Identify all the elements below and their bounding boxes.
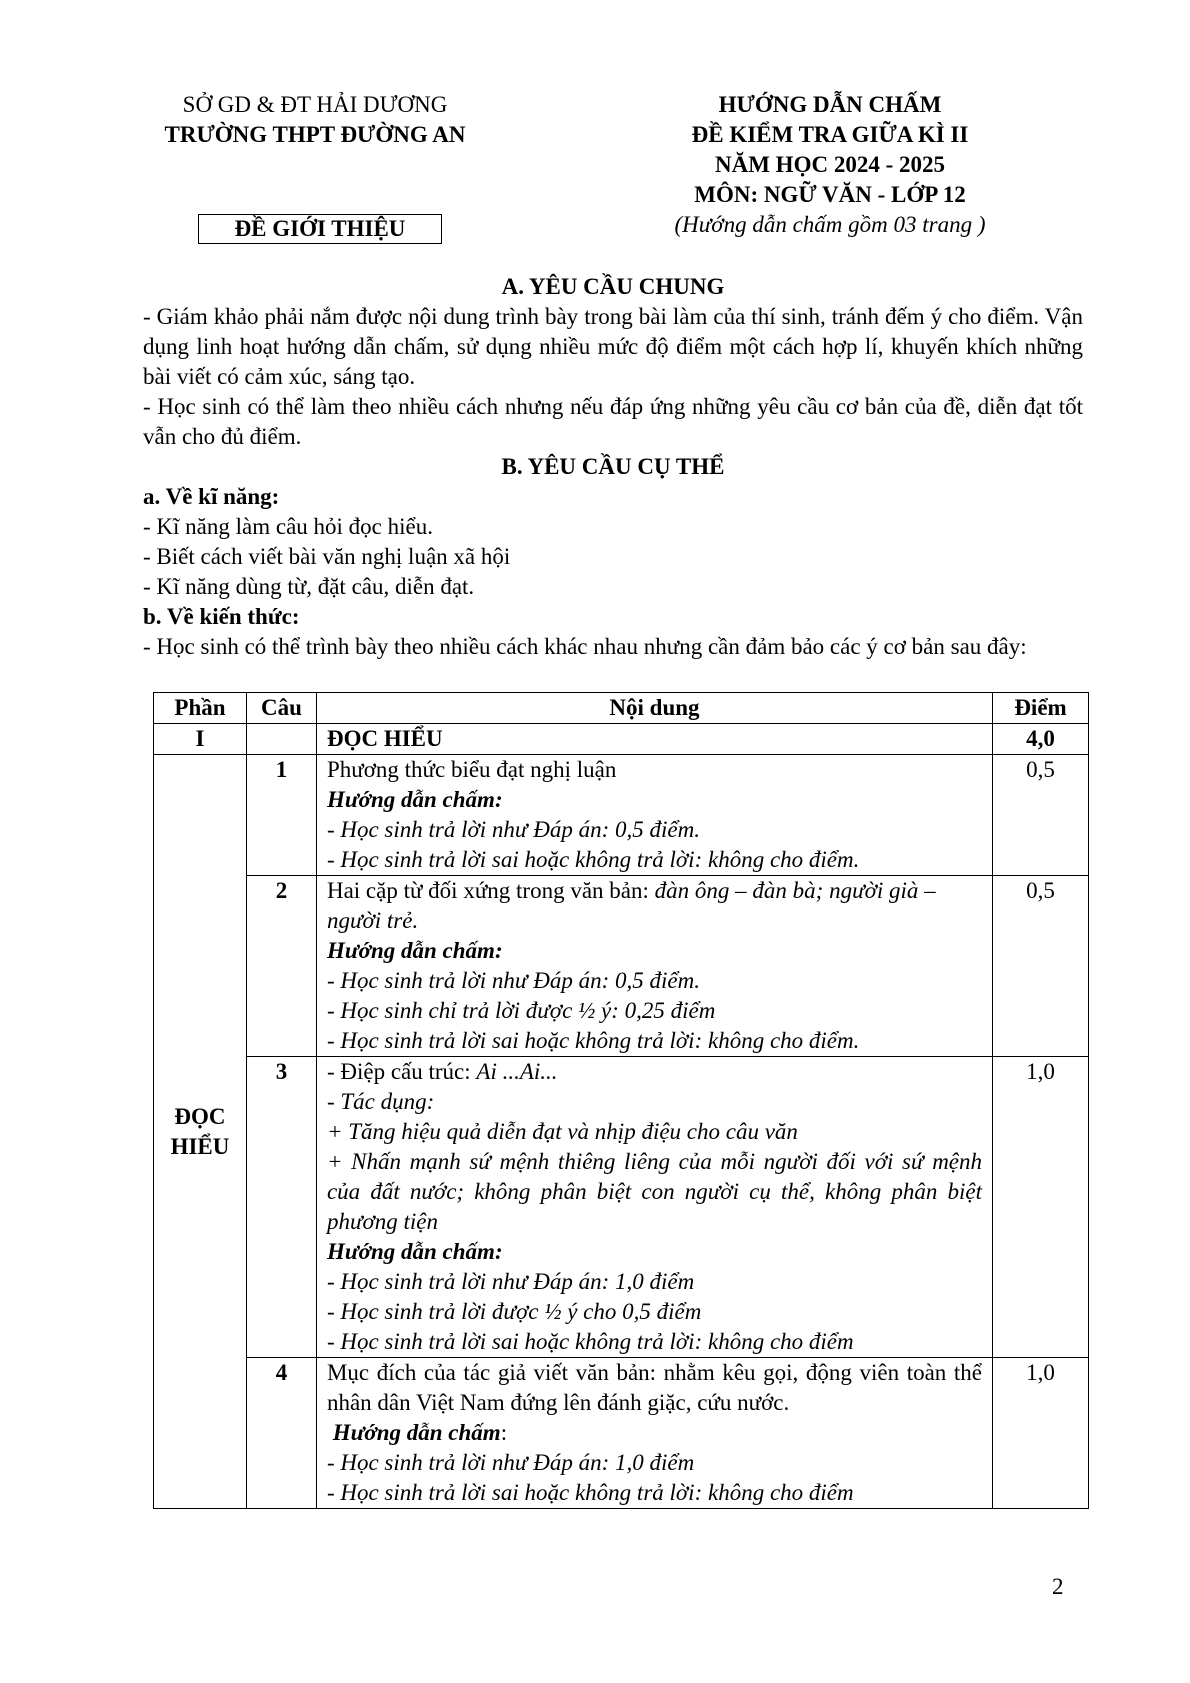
question-content — [316, 1358, 992, 1509]
guide-line: - Học sinh trả lời sai hoặc không trả lời: không cho điểm. — [326, 847, 860, 872]
school-name: TRƯỜNG THPT ĐƯỜNG AN — [164, 122, 466, 147]
effect-line: + Tăng hiệu quả diễn đạt và nhịp điệu cho câu văn — [326, 1119, 798, 1144]
question-content — [316, 1057, 992, 1358]
guide-line: - Học sinh trả lời như Đáp án: 0,5 điểm. — [326, 817, 700, 842]
exam-name: ĐỀ KIỂM TRA GIỮA KÌ II — [691, 122, 969, 147]
guide-line: - Học sinh chỉ trả lời được ½ ý: 0,25 điểm — [326, 998, 716, 1023]
knowledge-title: b. Về kiến thức: — [143, 604, 300, 629]
section-a-paragraph-2: - Học sinh có thể làm theo nhiều cách nhưng nếu đáp ứng những yêu cầu cơ bản của đề, diễn đạt tốt vẫn cho đủ điểm. — [143, 394, 1083, 449]
guide-line: - Học sinh trả lời như Đáp án: 1,0 điểm — [326, 1269, 695, 1294]
page-number: 2 — [1052, 1574, 1064, 1599]
body-text — [143, 272, 1083, 662]
col-header-score: Điểm — [993, 693, 1089, 724]
guide-line: - Học sinh trả lời sai hoặc không trả lời: không cho điểm — [326, 1329, 854, 1354]
part-label: ĐỌC HIỂU — [154, 755, 247, 1509]
table-row — [154, 1057, 1089, 1358]
question-score: 0,5 — [993, 755, 1089, 876]
page-count-note: (Hướng dẫn chấm gồm 03 trang ) — [674, 212, 986, 237]
school-year: NĂM HỌC 2024 - 2025 — [715, 152, 945, 177]
col-header-part: Phần — [154, 693, 247, 724]
effect-line: + Nhấn mạnh sứ mệnh thiêng liêng của mỗi người đối với sứ mệnh của đất nước; không phân biệt con người cụ thể, không phân biệt phương tiện — [326, 1149, 983, 1234]
part-title: ĐỌC HIỂU — [316, 724, 992, 755]
guide-label: Hướng dẫn chấm: — [326, 787, 503, 812]
guide-line: - Học sinh trả lời sai hoặc không trả lời: không cho điểm. — [326, 1028, 860, 1053]
guide-line: - Học sinh trả lời sai hoặc không trả lời: không cho điểm — [326, 1480, 854, 1505]
col-header-content: Nội dung — [316, 693, 992, 724]
answer-text: Hai cặp từ đối xứng trong văn bản: đàn ông – đàn bà; người già – người trẻ. — [326, 878, 936, 933]
skill-item: - Kĩ năng dùng từ, đặt câu, diễn đạt. — [143, 574, 475, 599]
guide-line: - Học sinh trả lời như Đáp án: 0,5 điểm. — [326, 968, 700, 993]
question-content — [316, 876, 992, 1057]
col-header-question: Câu — [246, 693, 316, 724]
skill-item: - Biết cách viết bài văn nghị luận xã hội — [143, 544, 511, 569]
question-score: 0,5 — [993, 876, 1089, 1057]
guide-label: Hướng dẫn chấm: — [326, 938, 503, 963]
question-score: 1,0 — [993, 1057, 1089, 1358]
exam-type-box: ĐỀ GIỚI THIỆU — [198, 214, 442, 244]
header-right — [600, 90, 1060, 240]
section-a-paragraph-1: - Giám khảo phải nắm được nội dung trình bày trong bài làm của thí sinh, tránh đếm ý cho điểm. Vận dụng linh hoạt hướng dẫn chấm, sử dụng nhiều mức độ điểm một cách hợp lí, khuyến khích những bài viết có cảm xúc, sáng tạo. — [143, 304, 1083, 389]
subject: MÔN: NGỮ VĂN - LỚP 12 — [694, 182, 966, 207]
skill-item: - Kĩ năng làm câu hỏi đọc hiểu. — [143, 514, 433, 539]
table-row — [154, 876, 1089, 1057]
table-row — [154, 1358, 1089, 1509]
question-number: 4 — [246, 1358, 316, 1509]
question-content — [316, 755, 992, 876]
grading-table — [153, 692, 1089, 1509]
table-row — [154, 755, 1089, 876]
question-number: 2 — [246, 876, 316, 1057]
empty-cell — [246, 724, 316, 755]
guide-line: - Học sinh trả lời được ½ ý cho 0,5 điểm — [326, 1299, 702, 1324]
guide-line: - Học sinh trả lời như Đáp án: 1,0 điểm — [326, 1450, 695, 1475]
section-a-title: A. YÊU CẦU CHUNG — [501, 274, 725, 299]
part-number: I — [154, 724, 247, 755]
part-score: 4,0 — [993, 724, 1089, 755]
guide-label: Hướng dẫn chấm: — [326, 1239, 503, 1264]
question-number: 1 — [246, 755, 316, 876]
answer-text: Mục đích của tác giả viết văn bản: nhằm kêu gọi, động viên toàn thể nhân dân Việt Nam đứng lên đánh giặc, cứu nước. — [326, 1360, 983, 1415]
department-name: SỞ GD & ĐT HẢI DƯƠNG — [182, 92, 448, 117]
section-b-title: B. YÊU CẦU CỤ THỂ — [501, 454, 725, 479]
effect-line: - Tác dụng: — [326, 1089, 435, 1114]
header-left — [150, 90, 480, 150]
knowledge-text: - Học sinh có thể trình bày theo nhiều cách khác nhau nhưng cần đảm bảo các ý cơ bản sau đây: — [143, 634, 1027, 659]
question-score: 1,0 — [993, 1358, 1089, 1509]
answer-text: Phương thức biểu đạt nghị luận — [326, 757, 617, 782]
guide-label: Hướng dẫn chấm: — [332, 1420, 508, 1445]
skills-title: a. Về kĩ năng: — [143, 484, 280, 509]
doc-title: HƯỚNG DẪN CHẤM — [718, 92, 942, 117]
answer-text: - Điệp cấu trúc: Ai ...Ai... — [326, 1059, 558, 1084]
question-number: 3 — [246, 1057, 316, 1358]
table-row-part — [154, 724, 1089, 755]
table-header-row — [154, 693, 1089, 724]
